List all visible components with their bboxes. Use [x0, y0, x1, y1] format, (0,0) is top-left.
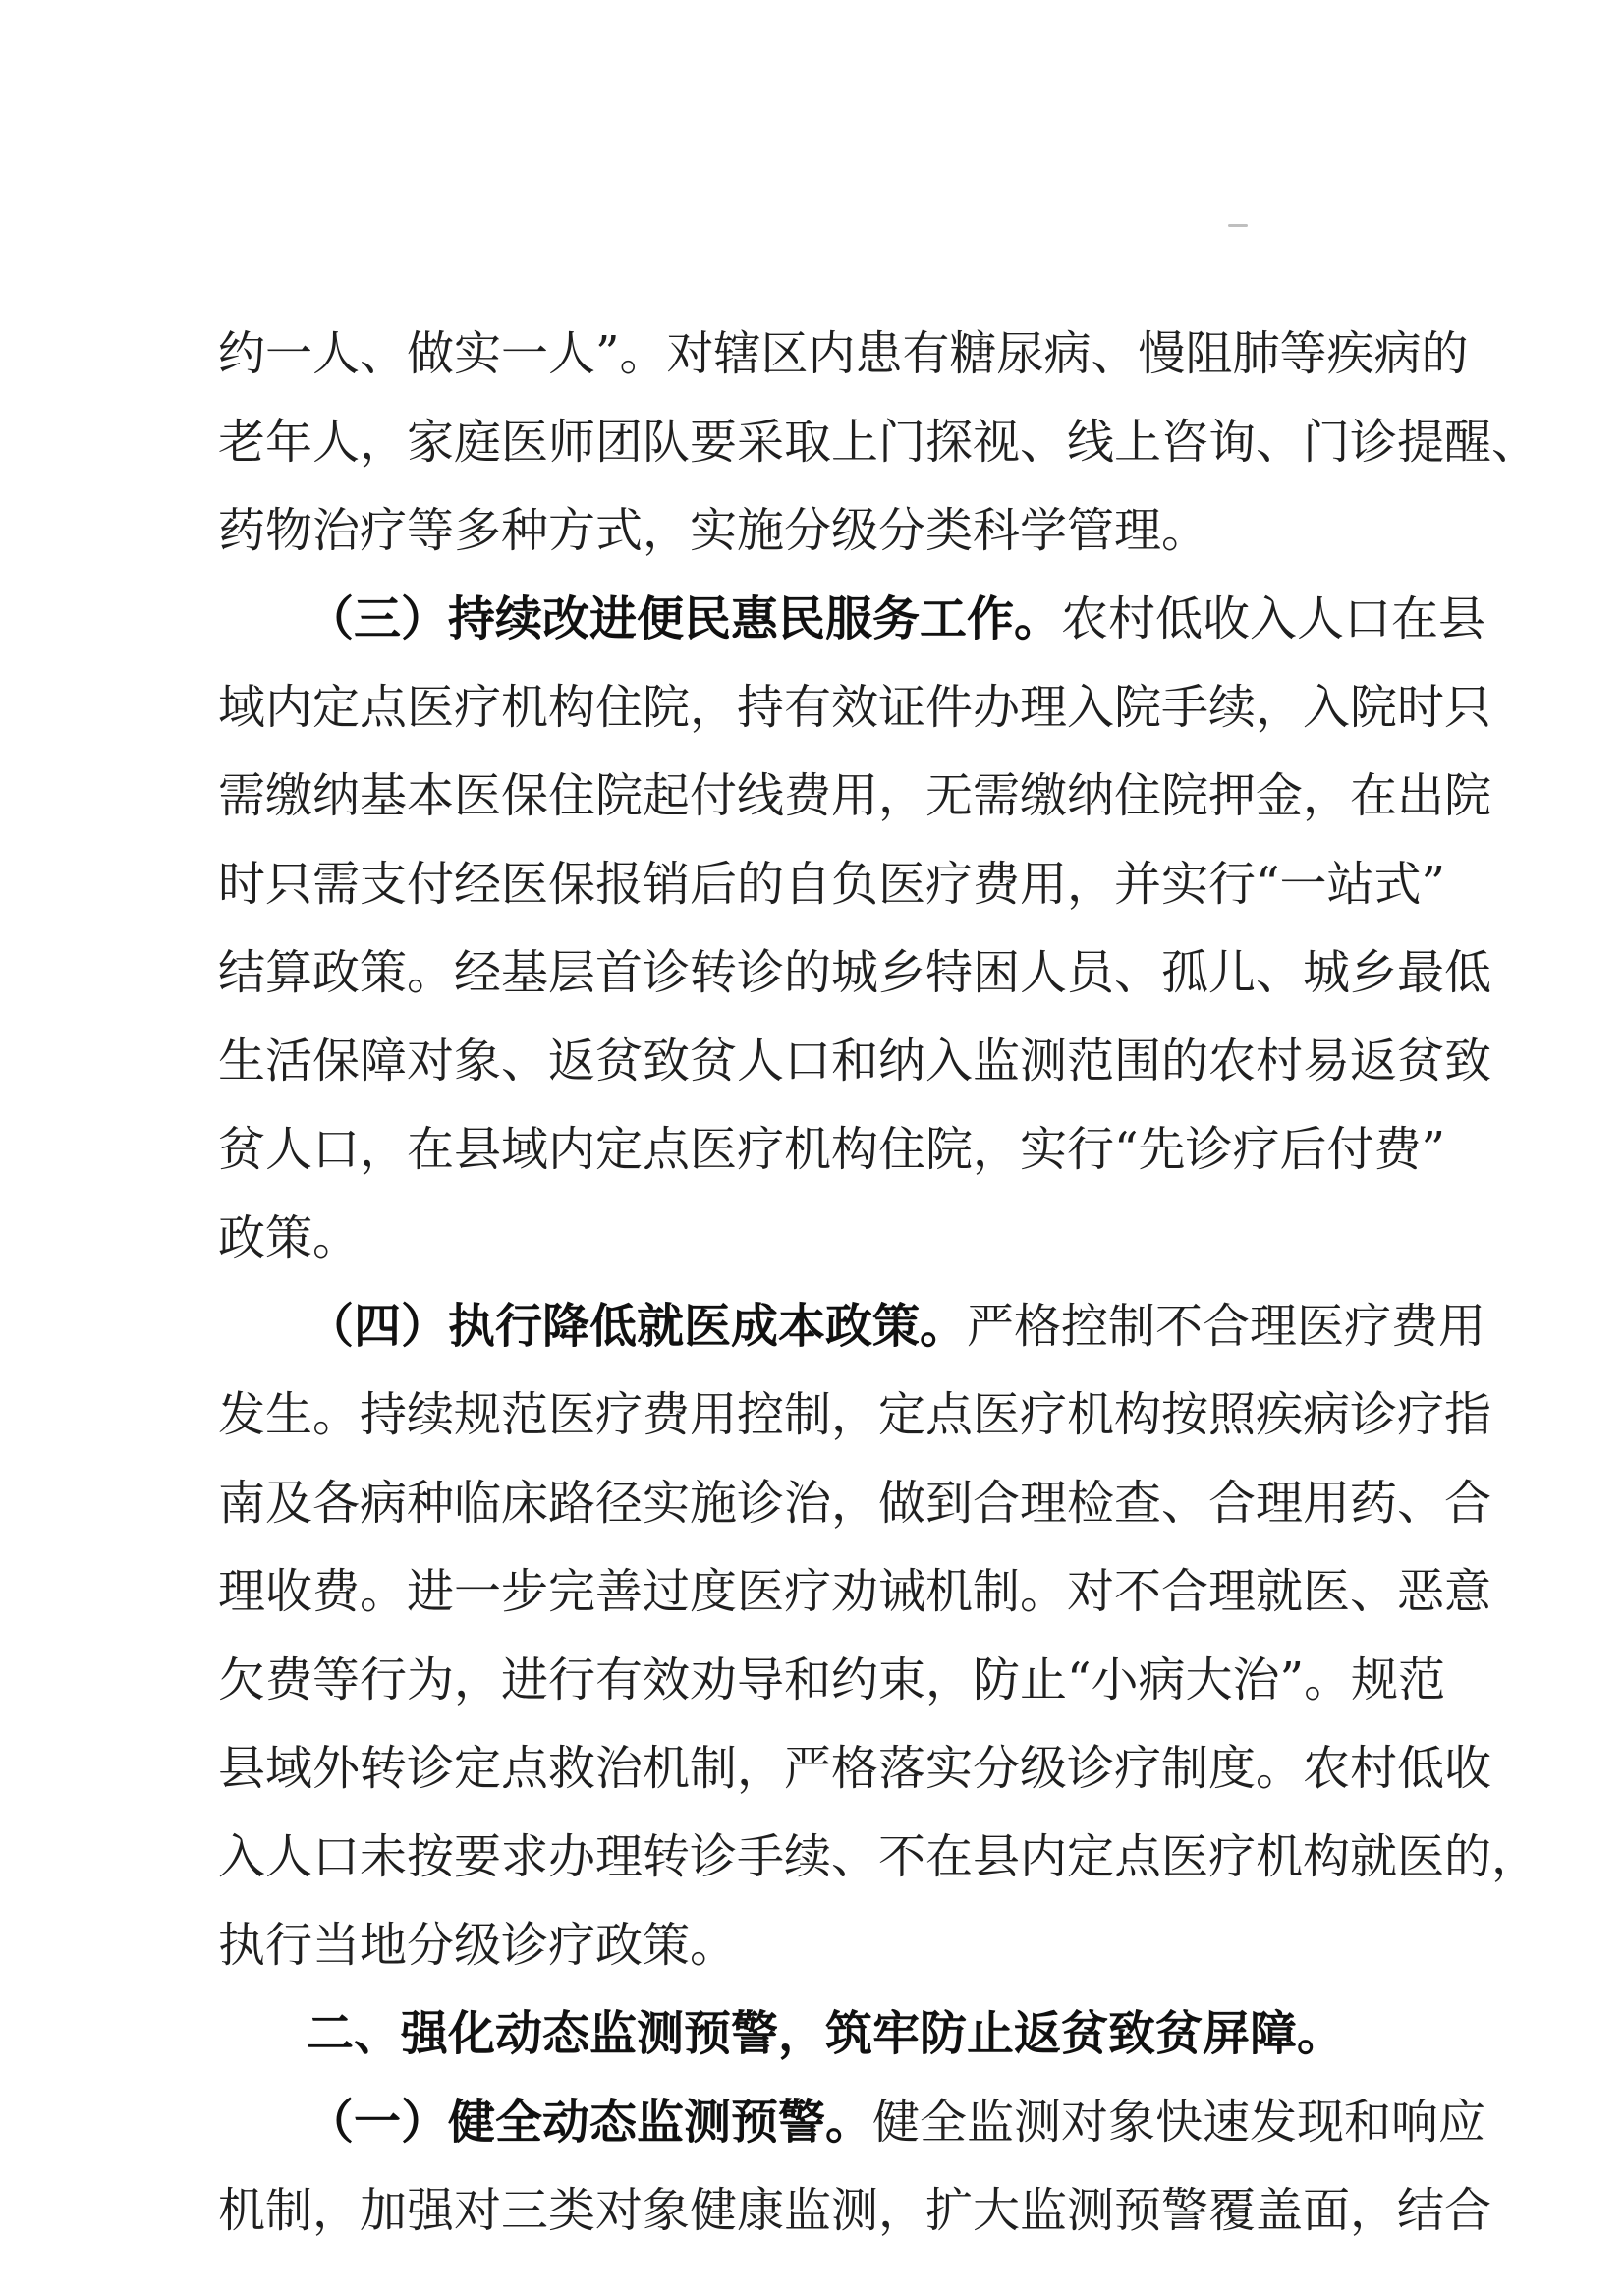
text-line: 机制，加强对三类对象健康监测，扩大监测预警覆盖面，结合	[218, 2183, 1492, 2238]
text-line: 生活保障对象、返贫致贫人口和纳入监测范围的农村易返贫致	[218, 1034, 1492, 1089]
section-heading: 二、强化动态监测预警，筑牢防止返贫致贫屏障。	[307, 2006, 1345, 2061]
text-line: 入人口未按要求办理转诊手续、不在县内定点医疗机构就医的，	[218, 1829, 1540, 1884]
subsection-heading: （三）持续改进便民惠民服务工作。	[307, 591, 1062, 646]
text-line: 老年人，家庭医师团队要采取上门探视、线上咨询、门诊提醒、	[218, 415, 1540, 470]
text-line: 结算政策。经基层首诊转诊的城乡特困人员、孤儿、城乡最低	[218, 945, 1492, 1000]
scan-mark	[1228, 224, 1248, 227]
text-line: 执行当地分级诊疗政策。	[218, 1918, 738, 1973]
text-line: 时只需支付经医保报销后的自负医疗费用，并实行“一站式”	[218, 857, 1446, 912]
paragraph-first-line	[307, 1295, 1486, 1358]
text-run: 农村低收入人口在县	[1061, 591, 1486, 646]
text-line: 约一人、做实一人”。对辖区内患有糖尿病、慢阻肺等疾病的	[218, 326, 1469, 381]
text-line: 政策。	[218, 1210, 361, 1265]
text-line: 药物治疗等多种方式，实施分级分类科学管理。	[218, 503, 1209, 558]
text-line: 县域外转诊定点救治机制，严格落实分级诊疗制度。农村低收	[218, 1741, 1492, 1796]
text-line: 域内定点医疗机构住院，持有效证件办理入院手续，入院时只	[218, 680, 1492, 735]
subsection-heading: （一）健全动态监测预警。	[307, 2095, 873, 2150]
text-line: 南及各病种临床路径实施诊治，做到合理检查、合理用药、合	[218, 1476, 1492, 1531]
subsection-heading: （四）执行降低就医成本政策。	[307, 1299, 968, 1354]
text-line: 贫人口，在县域内定点医疗机构住院，实行“先诊疗后付费”	[218, 1122, 1446, 1177]
text-line: 理收费。进一步完善过度医疗劝诫机制。对不合理就医、恶意	[218, 1564, 1492, 1619]
paragraph-first-line	[307, 588, 1486, 650]
text-line: 发生。持续规范医疗费用控制，定点医疗机构按照疾病诊疗指	[218, 1387, 1492, 1442]
text-run: 严格控制不合理医疗费用	[967, 1299, 1486, 1354]
text-line: 欠费等行为，进行有效劝导和约束，防止“小病大治”。规范	[218, 1652, 1446, 1707]
text-run: 健全监测对象快速发现和响应	[872, 2095, 1486, 2150]
text-line: 需缴纳基本医保住院起付线费用，无需缴纳住院押金，在出院	[218, 768, 1492, 823]
paragraph-first-line	[307, 2091, 1486, 2154]
